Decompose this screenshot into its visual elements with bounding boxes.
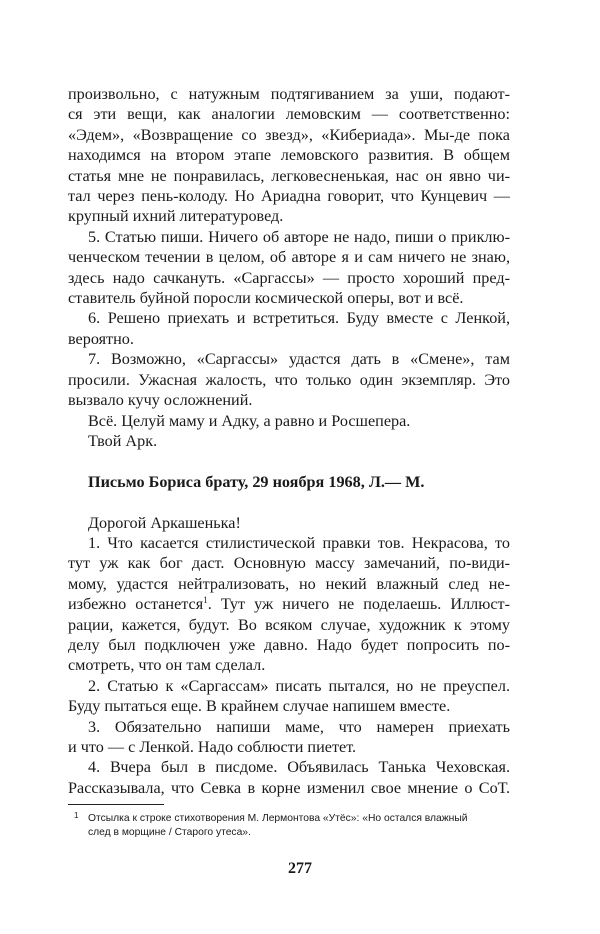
footnote-text-line: след в морщине / Старого утеса». bbox=[88, 827, 251, 839]
text-line: просили. Ужасная жалость, что только один экземпляр. Это bbox=[68, 370, 510, 389]
item-5 bbox=[68, 227, 510, 309]
text-line: мому, удастся нейтрализовать, но некий влажный след не- bbox=[68, 574, 510, 593]
letter-item-4 bbox=[68, 757, 510, 798]
footnote-mark: 1 bbox=[74, 811, 79, 821]
text-line: 7. Возможно, «Саргассы» удастся дать в «Смене», там bbox=[88, 350, 510, 369]
letter-item-2 bbox=[68, 676, 510, 717]
text-line: делу был подключен уже давно. Надо будет попросить по- bbox=[68, 635, 510, 654]
text-line: 3. Обязательно напиши маме, что намерен приехать bbox=[88, 717, 510, 736]
page-body bbox=[68, 84, 510, 840]
text-line: и что — с Ленкой. Надо соблюсти пиетет. bbox=[68, 737, 357, 756]
item-7 bbox=[68, 349, 510, 410]
letter-item-1 bbox=[68, 533, 510, 676]
paragraph-continuation bbox=[68, 84, 510, 227]
text-line: «Эдем», «Возвращение со звезд», «Кибериада». Мы-де пока bbox=[68, 125, 510, 144]
text-line: находимся на втором этапе лемовского развития. В общем bbox=[68, 146, 510, 165]
text-line: статья мне не понравилась, легковесненькая, нас он явно чи- bbox=[68, 166, 510, 185]
item-6 bbox=[68, 308, 510, 349]
text-line: вызвало кучу осложнений. bbox=[68, 391, 253, 410]
text-line: 2. Статью к «Саргассам» писать пытался, но не преуспел. bbox=[88, 676, 510, 695]
text-line: Буду пытаться еще. В крайнем случае напишем вместе. bbox=[68, 697, 451, 716]
text-line: здесь надо сачкануть. «Саргассы» — просто хороший пред- bbox=[68, 268, 510, 287]
footnote bbox=[68, 809, 510, 840]
text-line: вероятно. bbox=[68, 329, 134, 348]
text-line: рации, кажется, будут. Во всяком случае, художник к этому bbox=[68, 615, 510, 634]
text-line: 1. Что касается стилистической правки тов. Некрасова, то bbox=[88, 533, 510, 552]
text-line: крупный ихний литературовед. bbox=[68, 207, 284, 226]
signature: Твой Арк. bbox=[88, 431, 158, 450]
footnote-reference: 1 bbox=[203, 595, 208, 606]
text-line-with-footnote bbox=[68, 594, 510, 614]
text-line: ченческом течении в целом, об авторе я и сам ничего не знаю, bbox=[68, 248, 510, 267]
text-line: смотреть, что он там сделал. bbox=[68, 656, 266, 675]
text-line: произвольно, с натужным подтягиванием за уши, подают- bbox=[68, 85, 510, 103]
text-line: 5. Статью пиши. Ничего об авторе не надо, пиши о приклю- bbox=[88, 227, 510, 246]
letter-item-3 bbox=[68, 717, 510, 758]
footnote-text-line: Отсылка к строке стихотворения М. Лермонтова «Утёс»: «Но остался влажный bbox=[88, 813, 468, 825]
text-line: тал через пень-колоду. Но Ариадна говорит, что Кунцевич — bbox=[68, 187, 510, 206]
salutation: Дорогой Аркашенька! bbox=[88, 513, 241, 532]
text-fragment: . Тут уж ничего не поделаешь. Иллюст- bbox=[207, 595, 510, 614]
text-line: ся эти вещи, как аналогии лемовским — соответственно: bbox=[68, 105, 510, 124]
text-line: 6. Решено приехать и встретиться. Буду вместе с Ленкой, bbox=[88, 309, 510, 328]
text-fragment: избежно останется bbox=[68, 595, 204, 614]
text-line: ставитель буйной поросли космической оперы, вот и всё. bbox=[68, 289, 464, 308]
spacer bbox=[68, 451, 510, 471]
text-line: тут уж как бог даст. Основную массу замечаний, по-види- bbox=[68, 554, 510, 573]
footnote-divider bbox=[68, 804, 164, 805]
closing-line: Всё. Целуй маму и Адку, а равно и Росшепера. bbox=[88, 411, 411, 430]
page-number: 277 bbox=[288, 860, 312, 877]
spacer bbox=[68, 492, 510, 512]
text-line: Рассказывала, что Севка в корне изменил свое мнение о СоТ. bbox=[68, 778, 510, 797]
text-line: 4. Вчера был в писдоме. Объявилась Танька Чеховская. bbox=[88, 758, 510, 777]
letter-heading: Письмо Бориса брату, 29 ноября 1968, Л.— М. bbox=[88, 472, 425, 491]
